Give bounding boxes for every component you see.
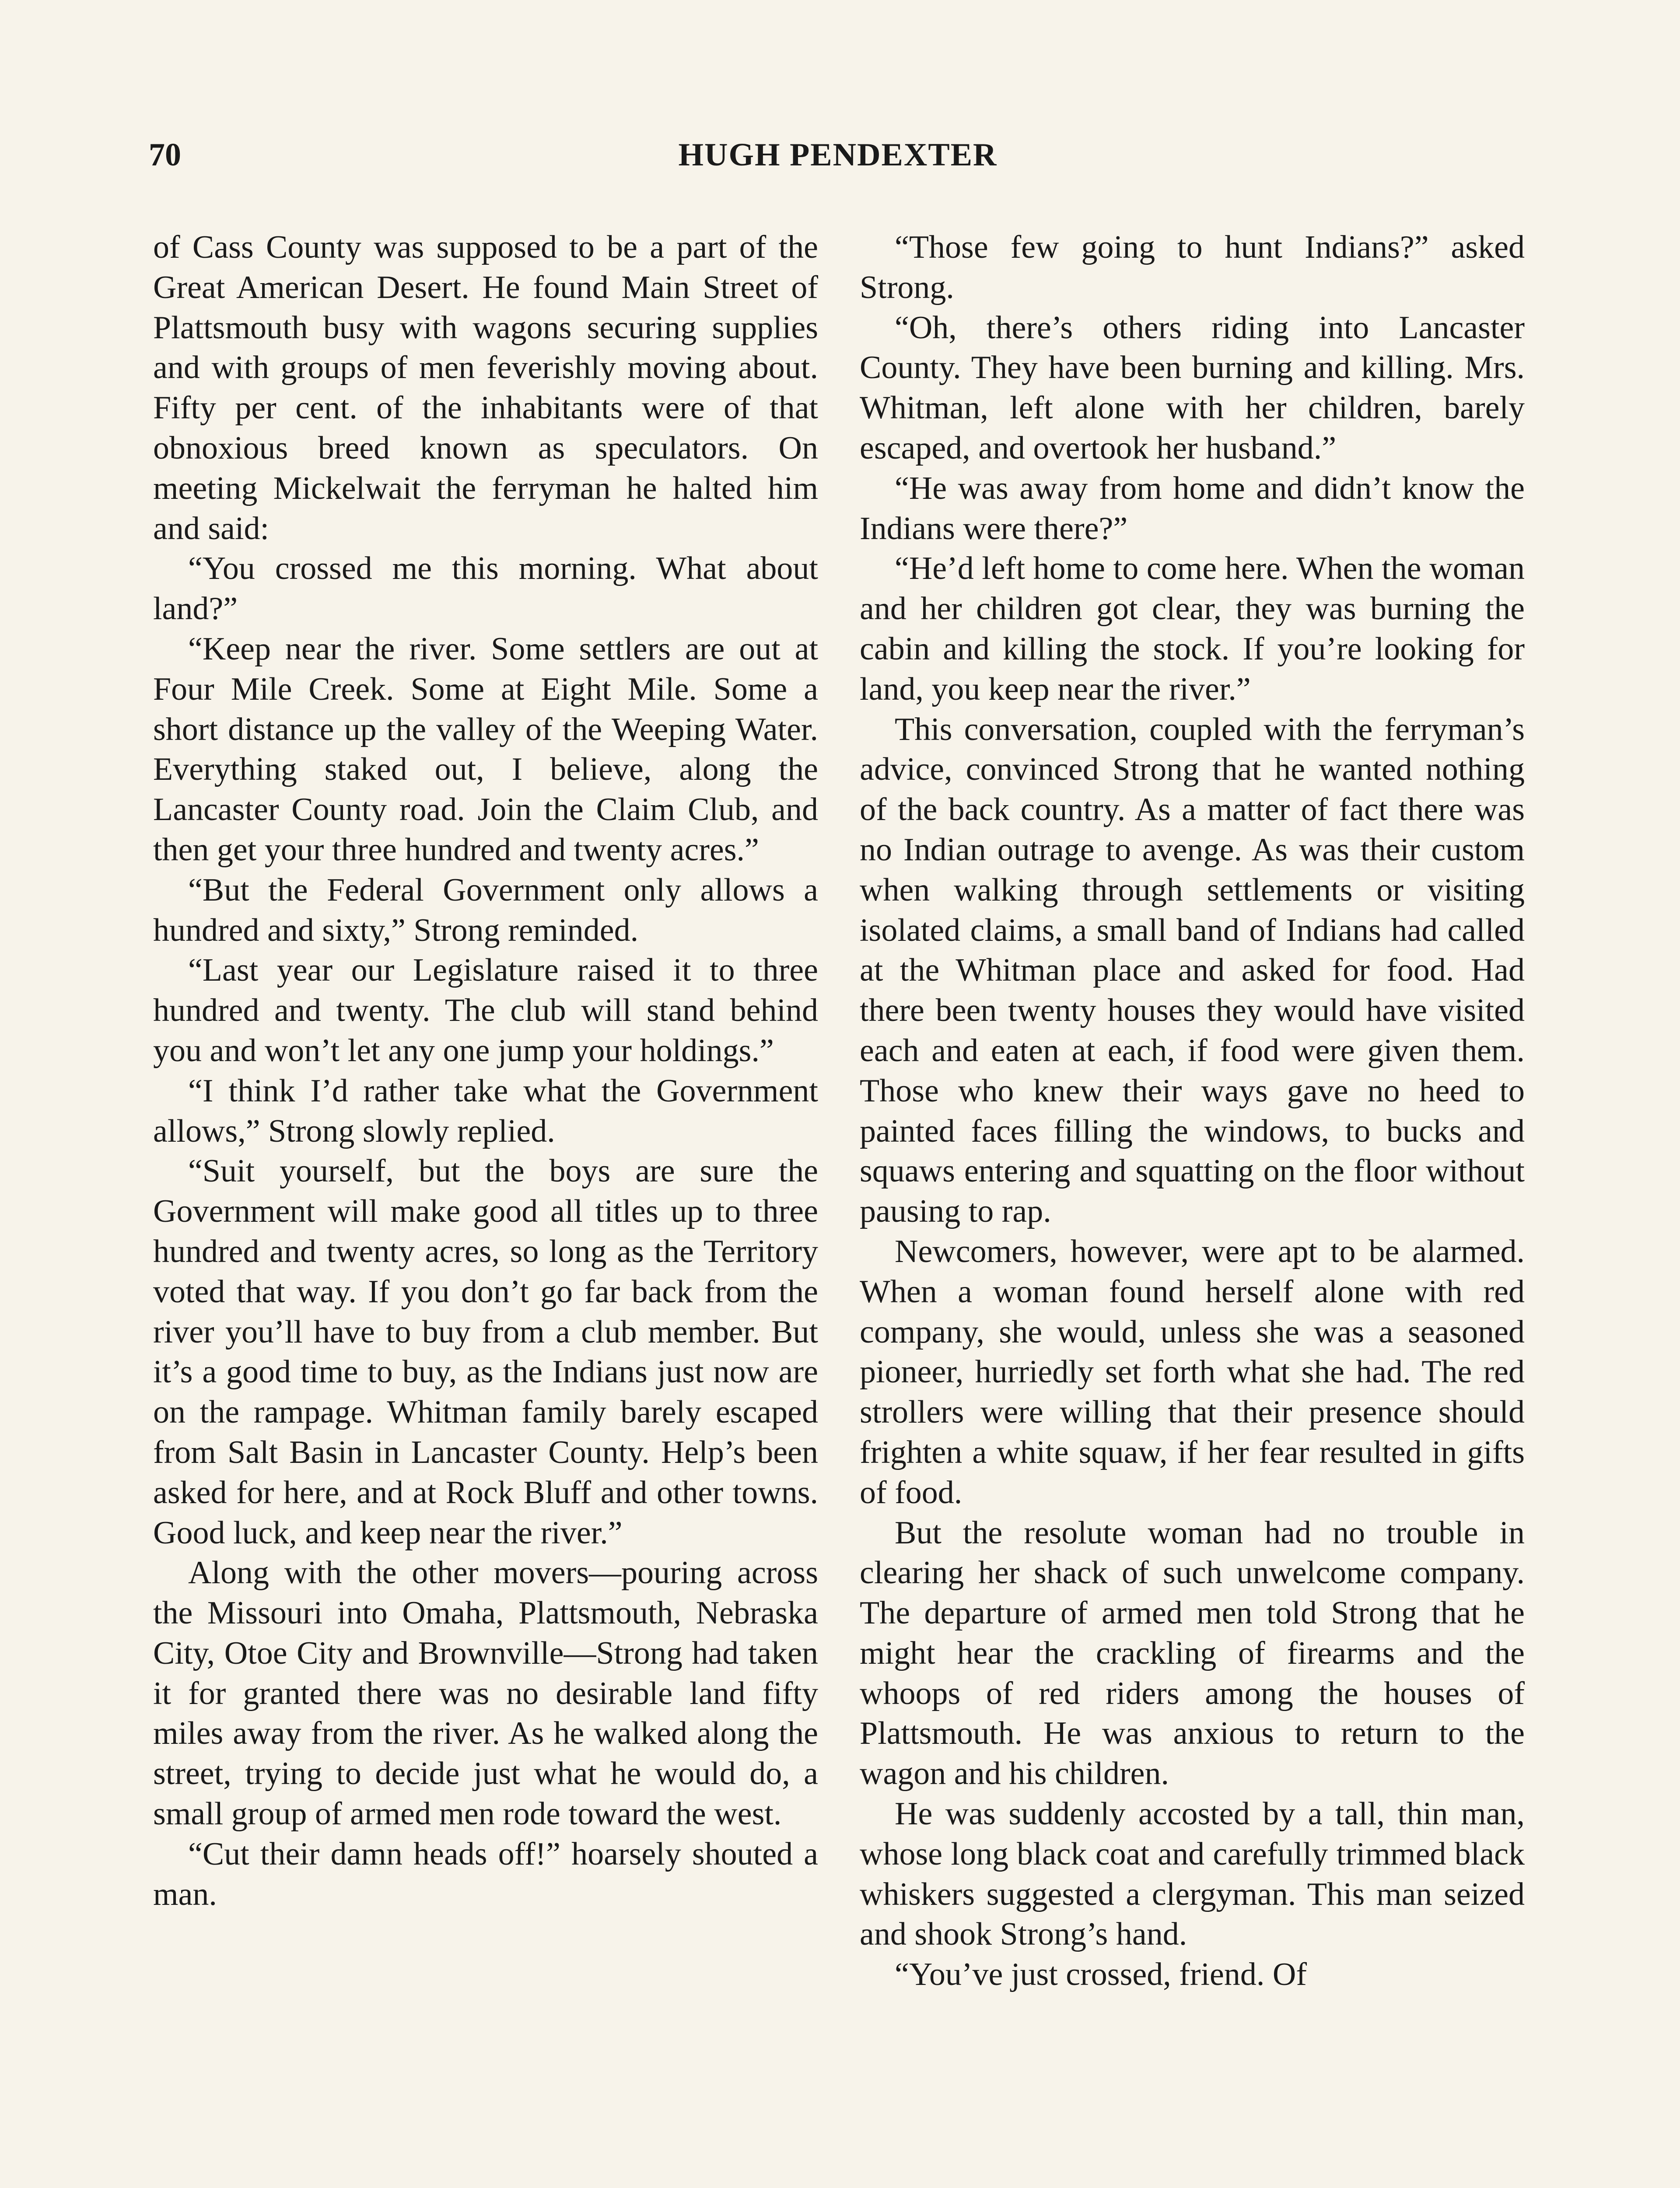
paragraph: “Cut their damn heads off!” hoarsely shouted a man.: [153, 1836, 818, 1912]
paragraph: He was suddenly accosted by a tall, thin man, whose long black coat and carefully trimmed black whiskers suggested a clergyman. This man seized and shook Strong’s hand.: [860, 1796, 1525, 1953]
paragraph: “He was away from home and didn’t know the Indians were there?”: [860, 470, 1525, 547]
paragraph: This conversation, coupled with the ferryman’s advice, convinced Strong that he wanted nothing of the back country. As a matter of fact there was no Indian outrage to avenge. As was their custom when walking through settlements or visiting isolated claims, a small band of Indians had called at the Whitman place and asked for food. Had there been twenty houses they would have visited each and eaten at each, if food were given them. Those who knew their ways gave no heed to painted faces filling the windows, to bucks and squaws entering and squatting on the floor without pausing to rap.: [860, 711, 1525, 1230]
paragraph: “Last year our Legislature raised it to three hundred and twenty. The club will stand behind you and won’t let any one jump your holdings.”: [153, 952, 818, 1069]
page-number: 70: [149, 137, 181, 173]
page-header: [149, 131, 1527, 184]
paragraph: “Keep near the river. Some settlers are out at Four Mile Creek. Some at Eight Mile. Some a short distance up the valley of the Weeping Water. Everything staked out, I believe, along the Lancaster County road. Join the Claim Club, and then get your three hundred and twenty acres.”: [153, 631, 818, 868]
paragraph: “But the Federal Government only allows a hundred and sixty,” Strong reminded.: [153, 872, 818, 948]
running-head: HUGH PENDEXTER: [678, 137, 998, 173]
paragraph: “You crossed me this morning. What about land?”: [153, 551, 818, 627]
paragraph: “He’d left home to come here. When the woman and her children got clear, they was burning the cabin and killing the stock. If you’re looking for land, you keep near the river.”: [860, 551, 1525, 707]
right-column: [860, 228, 1525, 1995]
paragraph: “Those few going to hunt Indians?” asked Strong.: [860, 229, 1525, 305]
paragraph: “You’ve just crossed, friend. Of: [895, 1957, 1307, 1993]
paragraph: Newcomers, however, were apt to be alarmed. When a woman found herself alone with red company, she would, unless she was a seasoned pioneer, hurriedly set forth what she had. The red strollers were willing that their presence should frighten a white squaw, if her fear resulted in gifts of food.: [860, 1233, 1525, 1511]
paragraph: “Oh, there’s others riding into Lancaster County. They have been burning and killing. Mrs. Whitman, left alone with her children, barely escaped, and overtook her husband.”: [860, 309, 1525, 466]
paragraph: Along with the other movers—pouring across the Missouri into Omaha, Plattsmouth, Nebraska City, Otoe City and Brownville—Strong had taken it for granted there was no desirable land fifty miles away from the river. As he walked along the street, trying to decide just what he would do, a small group of armed men rode toward the west.: [153, 1555, 818, 1832]
paragraph: But the resolute woman had no trouble in clearing her shack of such unwelcome company. The departure of armed men told Strong that he might hear the crackling of firearms and the whoops of red riders among the houses of Plattsmouth. He was anxious to return to the wagon and his children.: [860, 1515, 1525, 1792]
left-column: [153, 228, 818, 1914]
paragraph: “Suit yourself, but the boys are sure the Government will make good all titles up to three hundred and twenty acres, so long as the Territory voted that way. If you don’t go far back from the river you’ll have to buy from a club member. But it’s a good time to buy, as the Indians just now are on the rampage. Whitman family barely escaped from Salt Basin in Lancaster County. Help’s been asked for here, and at Rock Bluff and other towns. Good luck, and keep near the river.”: [153, 1153, 818, 1551]
paragraph: “I think I’d rather take what the Government allows,” Strong slowly replied.: [153, 1073, 818, 1149]
paragraph: of Cass County was supposed to be a part of the Great American Desert. He found Main Street of Plattsmouth busy with wagons securing supplies and with groups of men feverishly moving about. Fifty per cent. of the inhabitants were of that obnoxious breed known as speculators. On meeting Mickelwait the ferryman he halted him and said:: [153, 229, 818, 547]
